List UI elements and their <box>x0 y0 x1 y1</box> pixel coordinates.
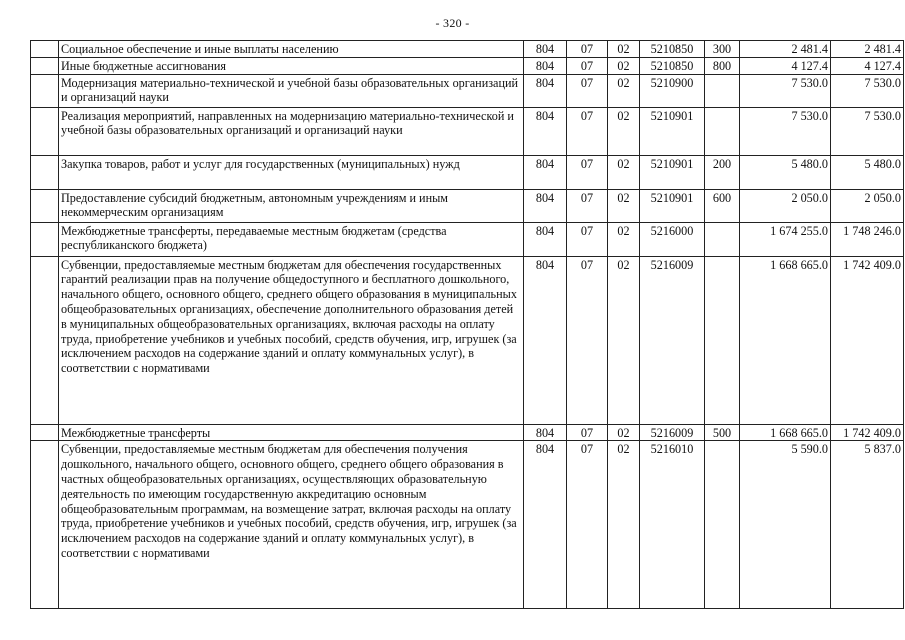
section-code: 07 <box>567 189 608 222</box>
expense-type-code: 200 <box>705 155 740 189</box>
item-name: Иные бюджетные ассигнования <box>59 57 524 74</box>
row-marker-cell <box>31 189 59 222</box>
ministry-code: 804 <box>524 41 567 58</box>
subsection-code: 02 <box>608 41 640 58</box>
table-row <box>31 441 904 609</box>
amount-year-2: 7 530.0 <box>831 107 904 155</box>
target-article-code: 5210901 <box>640 107 705 155</box>
ministry-code: 804 <box>524 155 567 189</box>
target-article-code: 5210901 <box>640 189 705 222</box>
expense-type-code <box>705 74 740 107</box>
ministry-code: 804 <box>524 256 567 424</box>
table-row <box>31 107 904 155</box>
expense-type-code <box>705 107 740 155</box>
item-name: Реализация мероприятий, направленных на модернизацию материально-технической и учебной базы образовательных организаций и организаций науки <box>59 107 524 155</box>
amount-year-1: 4 127.4 <box>740 57 831 74</box>
target-article-code: 5210901 <box>640 155 705 189</box>
target-article-code: 5216000 <box>640 222 705 256</box>
page-number: - 320 - <box>435 16 470 30</box>
amount-year-2: 2 050.0 <box>831 189 904 222</box>
table-row <box>31 256 904 424</box>
item-name: Межбюджетные трансферты <box>59 424 524 441</box>
ministry-code: 804 <box>524 57 567 74</box>
row-marker-cell <box>31 74 59 107</box>
row-marker-cell <box>31 441 59 609</box>
expense-type-code <box>705 222 740 256</box>
item-name: Закупка товаров, работ и услуг для государственных (муниципальных) нужд <box>59 155 524 189</box>
item-name: Социальное обеспечение и иные выплаты населению <box>59 41 524 58</box>
subsection-code: 02 <box>608 256 640 424</box>
item-name: Предоставление субсидий бюджетным, автономным учреждениям и иным некоммерческим организациям <box>59 189 524 222</box>
budget-table <box>30 40 904 609</box>
row-marker-cell <box>31 222 59 256</box>
expense-type-code: 600 <box>705 189 740 222</box>
subsection-code: 02 <box>608 441 640 609</box>
item-name: Межбюджетные трансферты, передаваемые местным бюджетам (средства республиканского бюджета) <box>59 222 524 256</box>
row-marker-cell <box>31 107 59 155</box>
target-article-code: 5216009 <box>640 256 705 424</box>
section-code: 07 <box>567 74 608 107</box>
row-marker-cell <box>31 41 59 58</box>
row-marker-cell <box>31 256 59 424</box>
expense-type-code <box>705 256 740 424</box>
row-marker-cell <box>31 424 59 441</box>
amount-year-2: 1 742 409.0 <box>831 424 904 441</box>
section-code: 07 <box>567 107 608 155</box>
expense-type-code: 800 <box>705 57 740 74</box>
amount-year-1: 5 480.0 <box>740 155 831 189</box>
subsection-code: 02 <box>608 155 640 189</box>
section-code: 07 <box>567 155 608 189</box>
item-name: Субвенции, предоставляемые местным бюджетам для обеспечения государственных гарантий реализации прав на получение общедоступного и бесплатного дошкольного, начального общего, основного общего, среднего общего образования в муниципальных общеобразовательных организациях, обеспечение дополнительного образования детей в муниципальных общеобразовательных организациях, включая расходы на оплату труда, приобретение учебников и учебных пособий, средств обучения, игр, игрушек (за исключением расходов на содержание зданий и оплату коммунальных услуг), в соответствии с нормативами <box>59 256 524 424</box>
amount-year-2: 5 837.0 <box>831 441 904 609</box>
amount-year-1: 2 050.0 <box>740 189 831 222</box>
target-article-code: 5210850 <box>640 57 705 74</box>
subsection-code: 02 <box>608 189 640 222</box>
section-code: 07 <box>567 256 608 424</box>
row-marker-cell <box>31 155 59 189</box>
amount-year-1: 5 590.0 <box>740 441 831 609</box>
section-code: 07 <box>567 57 608 74</box>
ministry-code: 804 <box>524 74 567 107</box>
item-name: Субвенции, предоставляемые местным бюджетам для обеспечения получения дошкольного, начального общего, основного общего, среднего общего образования в частных общеобразовательных организациях, осуществляющих образовательную деятельность по имеющим государственную аккредитацию основным общеобразовательным программам, на возмещение затрат, включая расходы на оплату труда, приобретение учебников и учебных пособий, средств обучения, игр, игрушек (за исключением расходов на содержание зданий и оплату коммунальных услуг), в соответствии с нормативами <box>59 441 524 609</box>
table-row <box>31 74 904 107</box>
section-code: 07 <box>567 41 608 58</box>
target-article-code: 5216010 <box>640 441 705 609</box>
target-article-code: 5210850 <box>640 41 705 58</box>
expense-type-code: 500 <box>705 424 740 441</box>
table-row <box>31 155 904 189</box>
table-row <box>31 424 904 441</box>
subsection-code: 02 <box>608 222 640 256</box>
amount-year-2: 7 530.0 <box>831 74 904 107</box>
table-row <box>31 57 904 74</box>
amount-year-2: 4 127.4 <box>831 57 904 74</box>
amount-year-1: 7 530.0 <box>740 107 831 155</box>
target-article-code: 5210900 <box>640 74 705 107</box>
ministry-code: 804 <box>524 107 567 155</box>
amount-year-2: 1 748 246.0 <box>831 222 904 256</box>
expense-type-code <box>705 441 740 609</box>
ministry-code: 804 <box>524 424 567 441</box>
subsection-code: 02 <box>608 74 640 107</box>
amount-year-1: 1 668 665.0 <box>740 424 831 441</box>
expense-type-code: 300 <box>705 41 740 58</box>
amount-year-2: 2 481.4 <box>831 41 904 58</box>
subsection-code: 02 <box>608 107 640 155</box>
table-row <box>31 41 904 58</box>
subsection-code: 02 <box>608 424 640 441</box>
amount-year-1: 1 668 665.0 <box>740 256 831 424</box>
amount-year-1: 2 481.4 <box>740 41 831 58</box>
amount-year-2: 1 742 409.0 <box>831 256 904 424</box>
amount-year-1: 1 674 255.0 <box>740 222 831 256</box>
row-marker-cell <box>31 57 59 74</box>
amount-year-1: 7 530.0 <box>740 74 831 107</box>
table-row <box>31 222 904 256</box>
ministry-code: 804 <box>524 189 567 222</box>
ministry-code: 804 <box>524 441 567 609</box>
table-row <box>31 189 904 222</box>
section-code: 07 <box>567 222 608 256</box>
amount-year-2: 5 480.0 <box>831 155 904 189</box>
ministry-code: 804 <box>524 222 567 256</box>
target-article-code: 5216009 <box>640 424 705 441</box>
subsection-code: 02 <box>608 57 640 74</box>
item-name: Модернизация материально-технической и учебной базы образовательных организаций и организаций науки <box>59 74 524 107</box>
section-code: 07 <box>567 424 608 441</box>
section-code: 07 <box>567 441 608 609</box>
